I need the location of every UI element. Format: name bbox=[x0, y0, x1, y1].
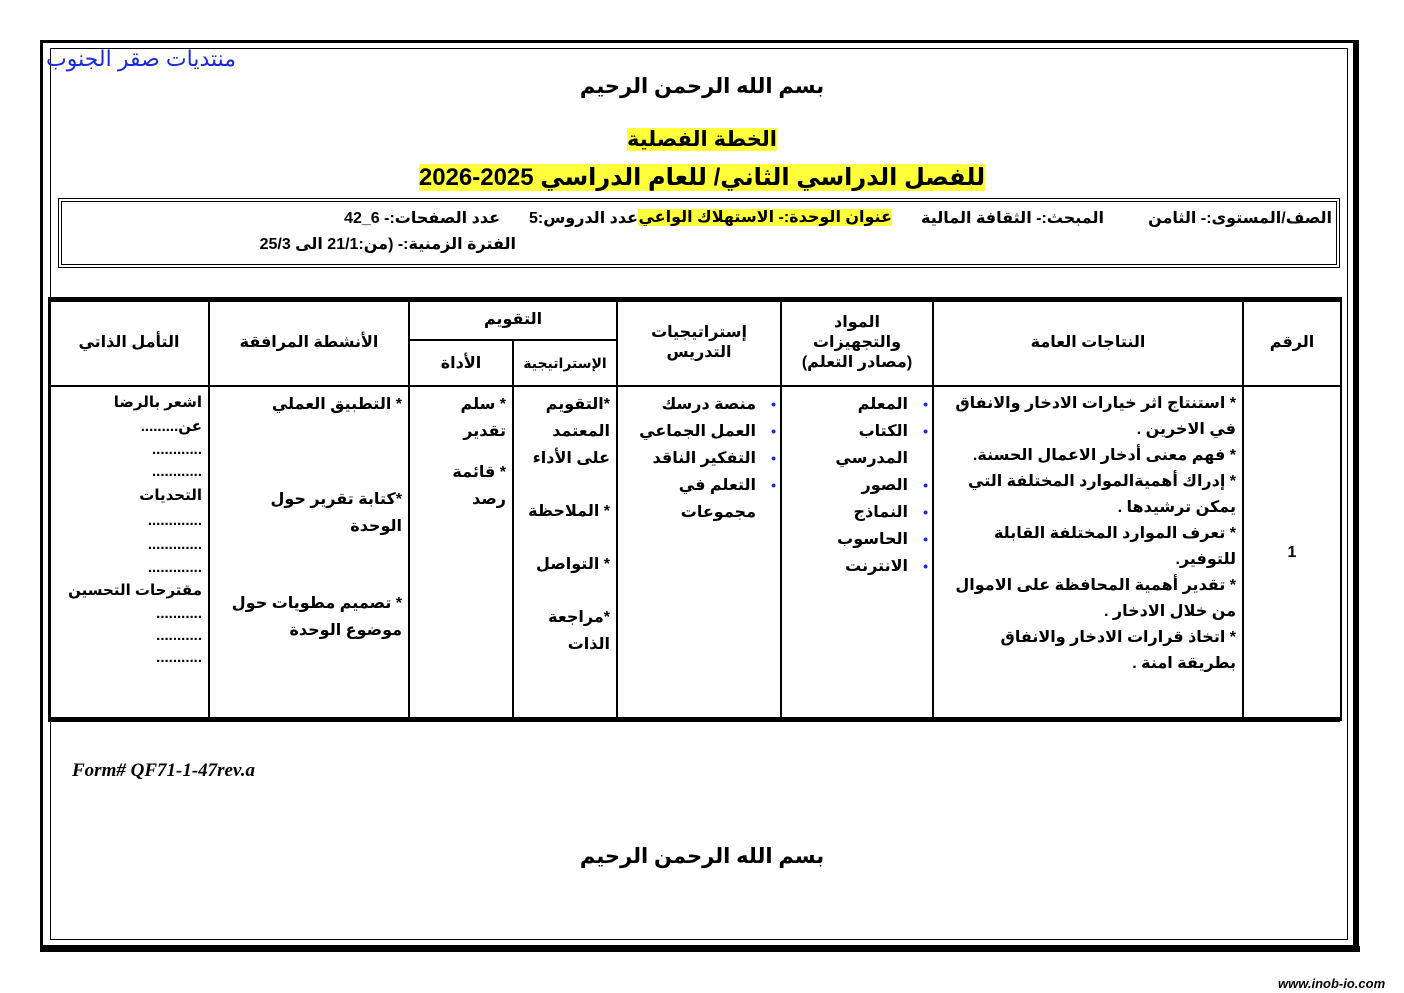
outcomes-cell bbox=[933, 386, 1243, 720]
page-border-shadow-bottom bbox=[40, 946, 1360, 952]
site-url: www.inob-io.com bbox=[1278, 976, 1386, 991]
bismillah-header: بسم الله الرحمن الرحيم bbox=[579, 75, 825, 98]
assess-strategy-item: * التواصل bbox=[536, 556, 610, 573]
time-period: الفترة الزمنية:- (من:21/1 الى 25/3 bbox=[259, 236, 516, 253]
reflection-suggestions: مقترحات التحسين bbox=[68, 582, 202, 599]
material-item: • الصور bbox=[788, 472, 908, 499]
assess-tools-cell bbox=[409, 386, 513, 720]
strategy-item: • العمل الجماعي bbox=[624, 418, 756, 445]
bismillah-footer: بسم الله الرحمن الرحيم bbox=[579, 845, 825, 868]
strategy-item: • التعلم في مجموعات bbox=[624, 472, 756, 526]
outcome-item: * إدراك أهميةالموارد المختلفة التي يمكن ترشيدها . bbox=[968, 473, 1236, 516]
materials-cell bbox=[781, 386, 933, 720]
header-assessment: التقويم bbox=[409, 298, 617, 340]
outcome-item: * تعرف الموارد المختلفة القابلة للتوفير. bbox=[993, 525, 1236, 568]
material-item: • الحاسوب bbox=[788, 526, 908, 553]
lessons-count: عدد الدروس:5 bbox=[528, 210, 638, 227]
activity-item: * تصميم مطويات حول موضوع الوحدة bbox=[231, 595, 402, 639]
header-outcomes: النتاجات العامة bbox=[933, 298, 1243, 386]
activities-cell bbox=[209, 386, 409, 720]
assess-strategy-item: *التقويم المعتمد على الأداء bbox=[532, 396, 610, 467]
reflection-dots: ............. bbox=[147, 536, 202, 553]
outcome-item: * تقدير أهمية المحافظة على الاموال من خلال الادخار . bbox=[955, 577, 1236, 620]
plan-title: الخطة الفصلية bbox=[626, 128, 777, 151]
reflection-dots: ............ bbox=[151, 441, 202, 458]
reflection-dots: ........... bbox=[156, 649, 202, 666]
reflection-dots: ........... bbox=[156, 627, 202, 644]
activity-item: *كتابة تقرير حول الوحدة bbox=[270, 491, 402, 535]
plan-table bbox=[48, 297, 1342, 721]
strategy-item: • التفكير الناقد bbox=[624, 445, 756, 472]
grade-level: الصف/المستوى:- الثامن bbox=[1148, 210, 1332, 227]
reflection-dots: ............ bbox=[151, 463, 202, 480]
reflection-satisfaction: اشعر بالرضا عن......... bbox=[113, 394, 202, 435]
reflection-dots: ............. bbox=[147, 512, 202, 529]
header-activities: الأنشطة المرافقة bbox=[209, 298, 409, 386]
material-item: • الكتاب المدرسي bbox=[788, 418, 908, 472]
reflection-cell bbox=[49, 386, 209, 720]
assess-tool-item: * سلم تقدير bbox=[460, 396, 506, 440]
unit-title: عنوان الوحدة:- الاستهلاك الواعي bbox=[638, 209, 892, 226]
activity-item: * التطبيق العملي bbox=[271, 396, 402, 413]
reflection-challenges: التحديات bbox=[139, 487, 202, 504]
material-item: • الانترنت bbox=[788, 553, 908, 580]
material-item: • المعلم bbox=[788, 391, 908, 418]
table-top-border bbox=[48, 297, 1340, 302]
reflection-dots: ........... bbox=[156, 605, 202, 622]
forum-watermark: منتديات صقر الجنوب bbox=[46, 46, 237, 71]
header-assess-tool: الأداة bbox=[409, 340, 513, 386]
assess-strategy-item: *مراجعة الذات bbox=[548, 609, 610, 653]
material-item: • النماذج bbox=[788, 499, 908, 526]
row-number: 1 bbox=[1243, 386, 1341, 720]
pages-count: عدد الصفحات:- 6_42 bbox=[344, 210, 500, 227]
reflection-dots: ............. bbox=[147, 559, 202, 576]
table-bottom-border bbox=[48, 717, 1340, 722]
form-number: Form# QF71-1-47rev.a bbox=[72, 760, 255, 781]
header-reflection: التأمل الذاتي bbox=[49, 298, 209, 386]
outcome-item: * فهم معنى أدخار الاعمال الحسنة. bbox=[972, 447, 1236, 464]
header-materials: المواد والتجهيزات (مصادر التعلم) bbox=[781, 298, 933, 386]
assess-tool-item: * قائمة رصد bbox=[452, 464, 506, 508]
assess-strategy-item: * الملاحظة bbox=[528, 503, 610, 520]
assess-strategies-cell bbox=[513, 386, 617, 720]
outcome-item: * اتخاذ قرارات الادخار والانفاق بطريقة امنة . bbox=[1000, 629, 1236, 672]
subject: المبحث:- الثقافة المالية bbox=[921, 210, 1104, 227]
header-number: الرقم bbox=[1243, 298, 1341, 386]
strategy-item: • منصة درسك bbox=[624, 391, 756, 418]
header-assess-strategy: الإستراتيجية bbox=[513, 340, 617, 386]
header-strategies: إستراتيجيات التدريس bbox=[617, 298, 781, 386]
plan-subtitle: للفصل الدراسي الثاني/ للعام الدراسي 2025-2026 bbox=[418, 164, 986, 191]
outcome-item: * استنتاج اثر خيارات الادخار والانفاق في الاخرين . bbox=[955, 395, 1236, 438]
strategies-cell bbox=[617, 386, 781, 720]
